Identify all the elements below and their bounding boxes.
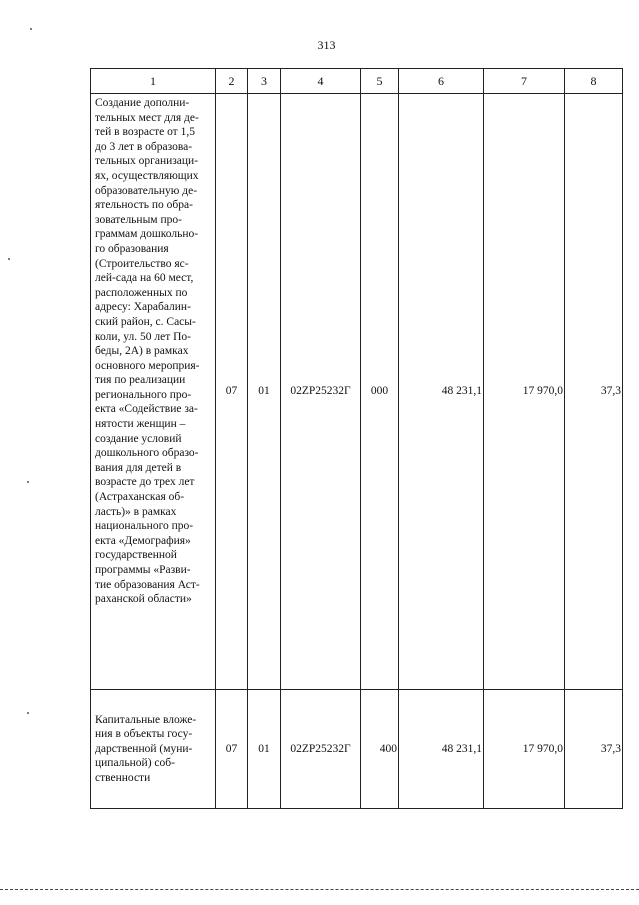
description-line: (Астраханская об- <box>95 491 185 504</box>
scan-speck <box>30 28 32 30</box>
description-line: расположенных по <box>95 286 188 299</box>
description-line: тельных мест для де- <box>95 111 199 124</box>
page-bottom-rule <box>0 889 639 890</box>
cell-subsection: 01 <box>248 94 281 690</box>
description-line: тельных организаци- <box>95 155 199 168</box>
description-line: ственности <box>95 771 151 784</box>
description-line: вания для детей в <box>95 461 182 474</box>
description-line: дарственной (муни- <box>95 742 193 755</box>
header-cell-4: 4 <box>281 69 361 94</box>
cell-subsection: 01 <box>248 690 281 809</box>
description-line: Капитальные вложе- <box>95 713 197 726</box>
description-line: регионального про- <box>95 388 192 401</box>
header-cell-8: 8 <box>565 69 623 94</box>
header-cell-3: 3 <box>248 69 281 94</box>
header-cell-5: 5 <box>361 69 399 94</box>
description-line: нятости женщин – <box>95 418 186 431</box>
header-cell-7: 7 <box>484 69 565 94</box>
description-line: го образования <box>95 242 169 255</box>
description-line: дошкольного образо- <box>95 447 199 460</box>
table-row <box>91 94 623 690</box>
table-header-row <box>91 69 623 94</box>
description-line: тей в возрасте от 1,5 <box>95 126 195 139</box>
description-line: зовательным про- <box>95 213 182 226</box>
page-number: 313 <box>317 38 336 52</box>
description-line: создание условий <box>95 432 182 445</box>
header-cell-6: 6 <box>399 69 484 94</box>
description-line: лей-сада на 60 мест, <box>95 272 194 285</box>
description-line: адресу: Харабалин- <box>95 301 191 314</box>
cell-expense-type: 000 <box>361 94 399 690</box>
budget-table <box>90 68 623 809</box>
description-line: ния в объекты госу- <box>95 728 193 741</box>
description-line: возрасте до трех лет <box>95 476 195 489</box>
header-cell-2: 2 <box>216 69 248 94</box>
description-line: коли, ул. 50 лет По- <box>95 330 191 343</box>
description-line: Создание дополни- <box>95 97 190 109</box>
cell-section: 07 <box>216 690 248 809</box>
cell-expense-type: 400 <box>361 690 399 809</box>
cell-percent: 37,3 <box>565 94 623 690</box>
description-line: тие образования Аст- <box>95 578 200 591</box>
cell-amount-actual: 17 970,0 <box>484 94 565 690</box>
cell-amount-plan: 48 231,1 <box>399 94 484 690</box>
row-description <box>91 94 216 690</box>
description-line: образовательную де- <box>95 184 198 197</box>
header-cell-1: 1 <box>91 69 216 94</box>
scan-speck <box>27 712 29 714</box>
description-line: государственной <box>95 549 177 562</box>
cell-section: 07 <box>216 94 248 690</box>
description-line: ский район, с. Сасы- <box>95 315 196 328</box>
row-description <box>91 690 216 809</box>
description-line: тия по реализации <box>95 374 186 387</box>
cell-amount-plan: 48 231,1 <box>399 690 484 809</box>
description-line: ях, осуществляющих <box>95 169 199 182</box>
description-line: (Строительство яс- <box>95 257 189 270</box>
cell-percent: 37,3 <box>565 690 623 809</box>
description-line: ципальной) соб- <box>95 757 175 770</box>
description-line: екта «Демография» <box>95 534 191 547</box>
description-line: ятельность по обра- <box>95 199 193 212</box>
description-line: екта «Содействие за- <box>95 403 198 416</box>
description-line: раханской области» <box>95 593 192 606</box>
cell-target-article: 02ZP25232Г <box>281 94 361 690</box>
description-line: беды, 2А) в рамках <box>95 345 189 358</box>
description-line: программы «Разви- <box>95 564 191 576</box>
description-line: ласть)» в рамках <box>95 505 177 518</box>
cell-target-article: 02ZP25232Г <box>281 690 361 809</box>
description-line: национального про- <box>95 520 194 533</box>
description-line: до 3 лет в образова- <box>95 140 193 153</box>
cell-amount-actual: 17 970,0 <box>484 690 565 809</box>
scan-speck <box>8 258 10 260</box>
scan-speck <box>27 481 29 483</box>
table-row <box>91 690 623 809</box>
description-line: основного мероприя- <box>95 359 200 372</box>
description-line: граммам дошкольно- <box>95 228 199 241</box>
